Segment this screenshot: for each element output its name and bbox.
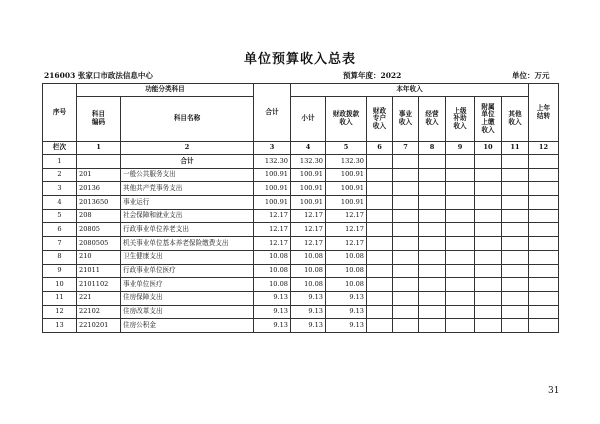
cell-fiscal: 9.13 [326,319,367,333]
header-special-account: 财政 专户 收入 [367,97,393,142]
cell-empty [367,278,393,292]
cell-name: 卫生健康支出 [121,250,254,264]
cell-seq: 6 [43,223,77,237]
cell-empty [367,319,393,333]
table-row [43,305,559,319]
cell-empty [446,250,475,264]
cell-code: 2210201 [77,319,121,333]
cell-subtotal: 132.30 [291,155,326,169]
cell-empty [475,264,502,278]
cell-subtotal: 100.91 [291,196,326,210]
cell-code: 21011 [77,264,121,278]
cell-name: 一般公共服务支出 [121,168,254,182]
cell-name: 事业运行 [121,196,254,210]
cell-empty [419,264,446,278]
cell-empty [502,223,529,237]
cell-empty [393,264,419,278]
table-row [43,250,559,264]
cell-empty [529,196,559,210]
unit-code-name: 216003 张家口市政法信息中心 [44,71,153,80]
table-row [43,196,559,210]
cell-seq: 11 [43,291,77,305]
cell-empty [502,291,529,305]
cell-empty [419,250,446,264]
cell-seq: 1 [43,155,77,169]
cell-name: 社会保障和就业支出 [121,209,254,223]
cell-code [77,155,121,169]
table-row [43,223,559,237]
cell-code: 2101102 [77,278,121,292]
header-code: 科目 编码 [77,97,121,142]
cell-empty [367,155,393,169]
column-index-cell: 栏次 [43,142,77,155]
cell-fiscal: 12.17 [326,223,367,237]
cell-empty [475,182,502,196]
cell-code: 208 [77,209,121,223]
cell-empty [446,237,475,251]
cell-name: 合计 [121,155,254,169]
column-index-cell: 11 [502,142,529,155]
cell-total: 132.30 [254,155,291,169]
header-business: 事业 收入 [393,97,419,142]
cell-empty [475,209,502,223]
cell-empty [419,209,446,223]
table-row [43,278,559,292]
cell-empty [475,278,502,292]
cell-empty [502,250,529,264]
cell-fiscal: 12.17 [326,209,367,223]
column-index-cell: 10 [475,142,502,155]
cell-empty [502,182,529,196]
cell-subtotal: 100.91 [291,182,326,196]
cell-empty [393,250,419,264]
cell-empty [419,319,446,333]
header-affiliated: 附属 单位 上缴 收入 [475,97,502,142]
cell-empty [446,264,475,278]
cell-empty [502,209,529,223]
cell-empty [393,196,419,210]
header-fiscal: 财政拨款 收入 [326,97,367,142]
cell-empty [529,264,559,278]
column-index-cell: 2 [121,142,254,155]
cell-seq: 7 [43,237,77,251]
cell-total: 100.91 [254,182,291,196]
cell-subtotal: 10.08 [291,264,326,278]
cell-empty [502,278,529,292]
cell-name: 其他共产党事务支出 [121,182,254,196]
cell-seq: 13 [43,319,77,333]
cell-empty [367,182,393,196]
cell-empty [446,278,475,292]
column-index-cell: 3 [254,142,291,155]
cell-subtotal: 100.91 [291,168,326,182]
cell-empty [419,237,446,251]
cell-seq: 8 [43,250,77,264]
cell-empty [393,278,419,292]
cell-total: 10.08 [254,278,291,292]
header-prev-carryover: 上年 结转 [529,84,559,142]
cell-empty [529,209,559,223]
header-superior-subsidy: 上级 补助 收入 [446,97,475,142]
cell-empty [367,168,393,182]
cell-empty [475,250,502,264]
cell-total: 12.17 [254,237,291,251]
cell-empty [393,223,419,237]
cell-empty [502,237,529,251]
table-row [43,319,559,333]
cell-code: 2013650 [77,196,121,210]
cell-seq: 5 [43,209,77,223]
cell-code: 20805 [77,223,121,237]
cell-name: 住房公积金 [121,319,254,333]
cell-subtotal: 10.08 [291,250,326,264]
cell-empty [502,305,529,319]
cell-code: 201 [77,168,121,182]
cell-empty [367,209,393,223]
cell-subtotal: 9.13 [291,291,326,305]
currency-unit: 单位：万元 [512,71,550,80]
header-seq: 序号 [43,84,77,142]
header-income-group: 本年收入 [291,84,529,97]
cell-fiscal: 10.08 [326,250,367,264]
cell-empty [446,155,475,169]
cell-total: 10.08 [254,250,291,264]
cell-empty [419,168,446,182]
cell-empty [475,223,502,237]
column-index-cell: 1 [77,142,121,155]
cell-empty [475,168,502,182]
cell-total: 12.17 [254,223,291,237]
cell-empty [367,196,393,210]
cell-empty [393,209,419,223]
table-row [43,264,559,278]
cell-empty [529,278,559,292]
cell-subtotal: 10.08 [291,278,326,292]
column-index-cell: 4 [291,142,326,155]
cell-empty [446,319,475,333]
cell-seq: 12 [43,305,77,319]
cell-subtotal: 12.17 [291,209,326,223]
cell-empty [529,182,559,196]
cell-total: 12.17 [254,209,291,223]
cell-fiscal: 10.08 [326,264,367,278]
table-row [43,155,559,169]
header-name: 科目名称 [121,97,254,142]
column-index-cell: 7 [393,142,419,155]
table-row [43,291,559,305]
cell-fiscal: 10.08 [326,278,367,292]
cell-empty [367,305,393,319]
table-row [43,237,559,251]
cell-empty [419,182,446,196]
cell-empty [475,305,502,319]
cell-seq: 4 [43,196,77,210]
cell-empty [502,319,529,333]
cell-empty [419,223,446,237]
cell-empty [419,278,446,292]
cell-subtotal: 12.17 [291,237,326,251]
cell-empty [475,155,502,169]
cell-empty [367,264,393,278]
cell-fiscal: 12.17 [326,237,367,251]
table-row [43,168,559,182]
cell-fiscal: 132.30 [326,155,367,169]
header-total: 合计 [254,84,291,142]
cell-name: 行政事业单位医疗 [121,264,254,278]
cell-empty [446,168,475,182]
cell-empty [446,182,475,196]
cell-fiscal: 100.91 [326,182,367,196]
cell-empty [419,196,446,210]
cell-empty [446,196,475,210]
cell-empty [529,250,559,264]
cell-empty [419,291,446,305]
column-index-cell: 6 [367,142,393,155]
cell-seq: 10 [43,278,77,292]
budget-year: 预算年度：2022 [343,71,402,80]
cell-seq: 2 [43,168,77,182]
cell-seq: 9 [43,264,77,278]
cell-empty [529,168,559,182]
cell-empty [529,319,559,333]
cell-empty [393,305,419,319]
cell-empty [367,223,393,237]
cell-total: 10.08 [254,264,291,278]
cell-empty [529,291,559,305]
header-subtotal: 小计 [291,97,326,142]
cell-empty [393,291,419,305]
cell-empty [475,291,502,305]
cell-empty [529,305,559,319]
cell-total: 9.13 [254,305,291,319]
cell-empty [502,196,529,210]
cell-empty [529,237,559,251]
cell-fiscal: 100.91 [326,196,367,210]
cell-empty [446,291,475,305]
cell-empty [529,155,559,169]
cell-empty [502,155,529,169]
budget-income-table [42,83,559,333]
cell-code: 20136 [77,182,121,196]
header-other: 其他 收入 [502,97,529,142]
cell-empty [529,223,559,237]
cell-name: 行政事业单位养老支出 [121,223,254,237]
cell-code: 22102 [77,305,121,319]
cell-empty [393,155,419,169]
column-index-cell: 5 [326,142,367,155]
cell-empty [393,168,419,182]
cell-name: 机关事业单位基本养老保险缴费支出 [121,237,254,251]
cell-fiscal: 100.91 [326,168,367,182]
column-index-cell: 8 [419,142,446,155]
cell-empty [367,250,393,264]
cell-code: 221 [77,291,121,305]
cell-empty [419,155,446,169]
cell-name: 事业单位医疗 [121,278,254,292]
cell-subtotal: 9.13 [291,305,326,319]
cell-code: 210 [77,250,121,264]
table-row [43,209,559,223]
cell-empty [367,237,393,251]
cell-seq: 3 [43,182,77,196]
column-index-cell: 12 [529,142,559,155]
cell-empty [446,223,475,237]
cell-empty [393,319,419,333]
cell-subtotal: 9.13 [291,319,326,333]
cell-name: 住房保障支出 [121,291,254,305]
cell-name: 住房改革支出 [121,305,254,319]
cell-empty [419,305,446,319]
cell-empty [502,264,529,278]
page-number: 31 [548,386,560,396]
cell-total: 100.91 [254,196,291,210]
cell-empty [446,305,475,319]
column-index-row [43,142,559,155]
table-body [43,155,559,333]
cell-fiscal: 9.13 [326,291,367,305]
cell-empty [393,237,419,251]
cell-fiscal: 9.13 [326,305,367,319]
cell-empty [502,168,529,182]
cell-empty [393,182,419,196]
table-row [43,182,559,196]
cell-total: 9.13 [254,291,291,305]
header-operating: 经营 收入 [419,97,446,142]
cell-empty [367,291,393,305]
cell-empty [446,209,475,223]
cell-subtotal: 12.17 [291,223,326,237]
cell-code: 2080505 [77,237,121,251]
cell-empty [475,319,502,333]
page-title: 单位预算收入总表 [243,52,356,67]
cell-total: 100.91 [254,168,291,182]
column-index-cell: 9 [446,142,475,155]
header-func-group: 功能分类科目 [77,84,254,97]
cell-empty [475,196,502,210]
cell-total: 9.13 [254,319,291,333]
cell-empty [475,237,502,251]
